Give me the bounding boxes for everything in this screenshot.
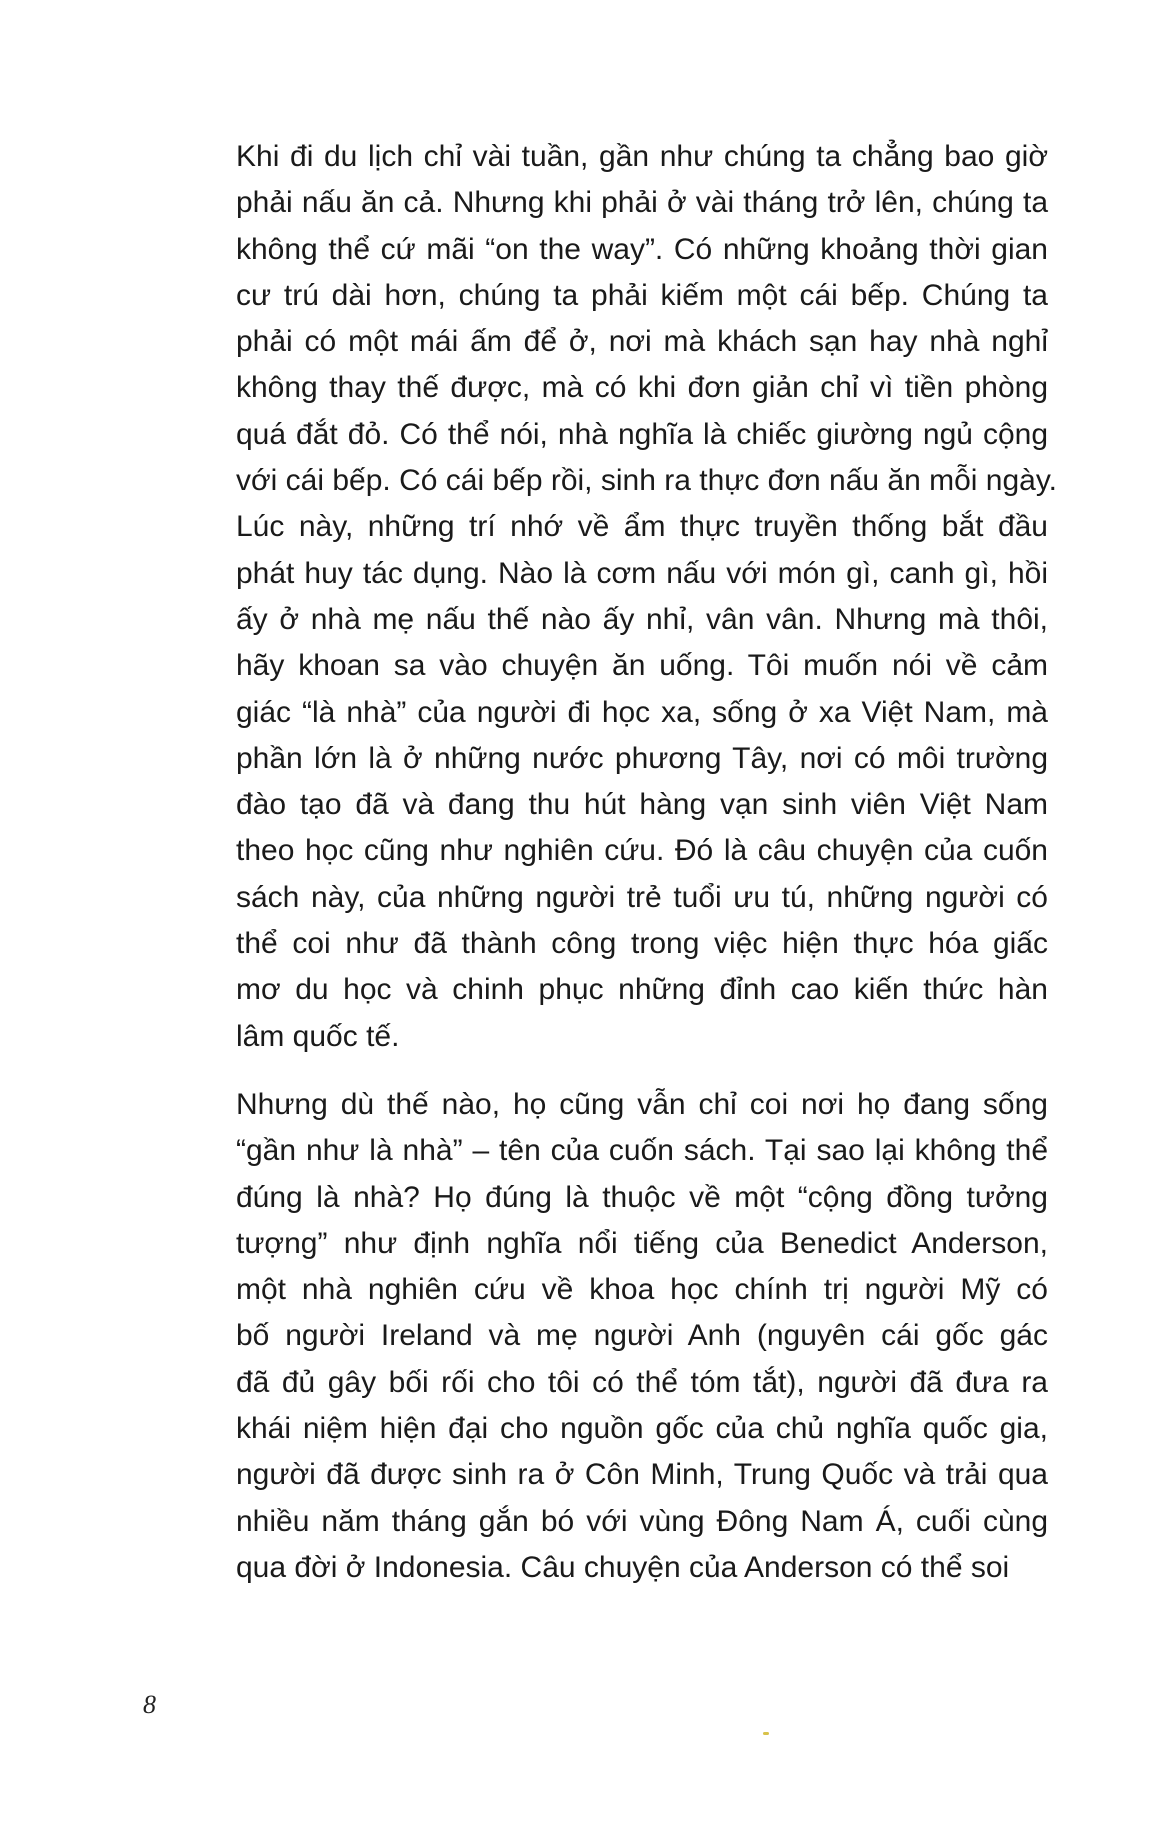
text-line: không thể cứ mãi “on the way”. Có những khoảng thời gian xyxy=(236,232,1048,266)
text-line: hãy khoan sa vào chuyện ăn uống. Tôi muốn nói về cảm xyxy=(236,649,1048,683)
paragraph-spacer xyxy=(236,1060,1048,1082)
text-line: cư trú dài hơn, chúng ta phải kiếm một cái bếp. Chúng ta xyxy=(236,278,1048,312)
text-line: phải nấu ăn cả. Nhưng khi phải ở vài tháng trở lên, chúng ta xyxy=(236,186,1048,220)
text-line: Lúc này, những trí nhớ về ẩm thực truyền thống bắt đầu xyxy=(236,510,1048,544)
ink-speck xyxy=(763,1732,769,1735)
text-line: tượng” như định nghĩa nổi tiếng của Benedict Anderson, xyxy=(236,1226,1048,1260)
text-line: ấy ở nhà mẹ nấu thế nào ấy nhỉ, vân vân. Nhưng mà thôi, xyxy=(236,602,1048,636)
text-line: đào tạo đã và đang thu hút hàng vạn sinh viên Việt Nam xyxy=(236,788,1048,822)
page-number: 8 xyxy=(143,1690,156,1719)
paragraph-2 xyxy=(236,1082,1048,1591)
text-line: phải có một mái ấm để ở, nơi mà khách sạn hay nhà nghỉ xyxy=(236,325,1048,359)
text-line: mơ du học và chinh phục những đỉnh cao kiến thức hàn xyxy=(236,973,1048,1007)
text-line: đúng là nhà? Họ đúng là thuộc về một “cộng đồng tưởng xyxy=(236,1180,1048,1214)
text-line: khái niệm hiện đại cho nguồn gốc của chủ nghĩa quốc gia, xyxy=(236,1412,1048,1446)
text-line: người đã được sinh ra ở Côn Minh, Trung Quốc và trải qua xyxy=(236,1458,1048,1492)
text-line: phát huy tác dụng. Nào là cơm nấu với món gì, canh gì, hồi xyxy=(236,556,1048,590)
text-line: phần lớn là ở những nước phương Tây, nơi có môi trường xyxy=(236,741,1048,775)
text-line: sách này, của những người trẻ tuổi ưu tú, những người có xyxy=(236,880,1048,914)
text-line: Nhưng dù thế nào, họ cũng vẫn chỉ coi nơi họ đang sống xyxy=(236,1087,1048,1121)
text-line: qua đời ở Indonesia. Câu chuyện của Anderson có thể soi xyxy=(236,1550,1010,1584)
body-text xyxy=(236,134,1057,1591)
text-line: lâm quốc tế. xyxy=(236,1019,400,1053)
text-line: một nhà nghiên cứu về khoa học chính trị người Mỹ có xyxy=(236,1273,1048,1307)
text-line: bố người Ireland và mẹ người Anh (nguyên cái gốc gác xyxy=(236,1319,1048,1353)
text-line: giác “là nhà” của người đi học xa, sống ở xa Việt Nam, mà xyxy=(236,695,1048,729)
text-line: “gần như là nhà” – tên của cuốn sách. Tại sao lại không thể xyxy=(236,1134,1048,1168)
text-line: theo học cũng như nghiên cứu. Đó là câu chuyện của cuốn xyxy=(236,834,1048,868)
text-line: nhiều năm tháng gắn bó với vùng Đông Nam Á, cuối cùng xyxy=(236,1504,1048,1538)
text-line: với cái bếp. Có cái bếp rồi, sinh ra thực đơn nấu ăn mỗi ngày. xyxy=(236,464,1057,498)
text-line: Khi đi du lịch chỉ vài tuần, gần như chúng ta chẳng bao giờ xyxy=(236,140,1048,173)
paragraph-1 xyxy=(236,134,1057,1060)
text-line: thể coi như đã thành công trong việc hiện thực hóa giấc xyxy=(236,927,1048,961)
text-line: đã đủ gây bối rối cho tôi có thể tóm tắt), người đã đưa ra xyxy=(236,1365,1048,1399)
text-line: quá đắt đỏ. Có thể nói, nhà nghĩa là chiếc giường ngủ cộng xyxy=(236,417,1048,451)
text-line: không thay thế được, mà có khi đơn giản chỉ vì tiền phòng xyxy=(236,371,1048,405)
